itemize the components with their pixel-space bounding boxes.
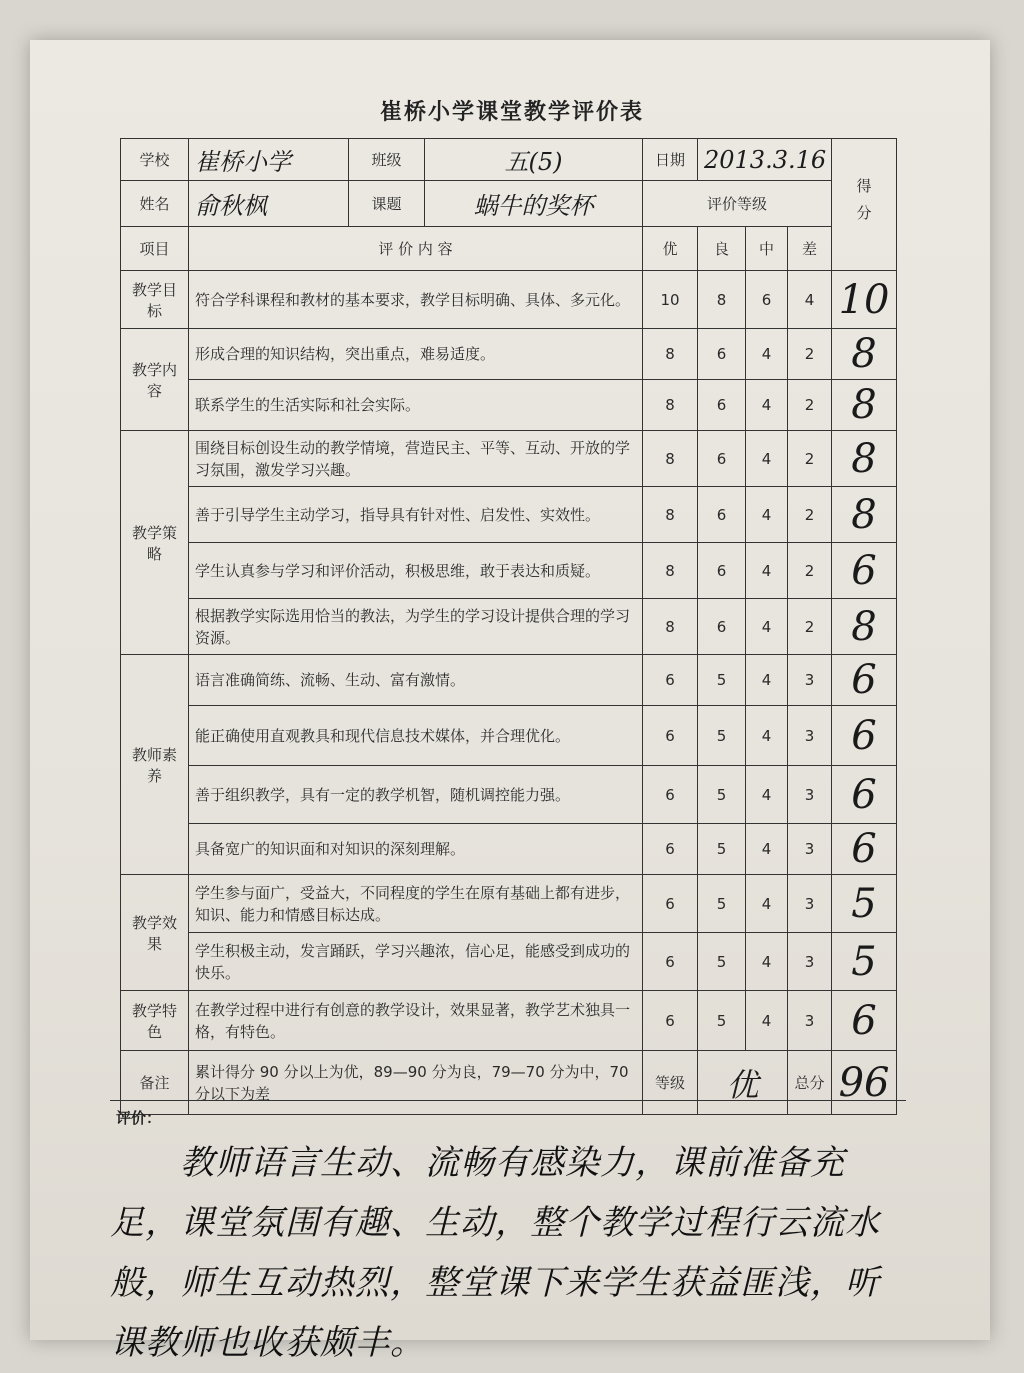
grade-value: 2 (788, 380, 832, 431)
grade-value: 5 (698, 991, 746, 1051)
grade-value: 3 (788, 706, 832, 766)
grade-cha: 差 (788, 227, 832, 271)
grade-value: 5 (698, 706, 746, 766)
criterion-text: 具备宽广的知识面和对知识的深刻理解。 (189, 824, 643, 875)
score-value: 8 (832, 487, 897, 543)
grade-value: 4 (746, 487, 788, 543)
category-cell: 教师素养 (121, 655, 189, 875)
grade-value: 2 (788, 487, 832, 543)
score-value: 6 (832, 543, 897, 599)
score-value: 8 (832, 329, 897, 380)
date-value: 2013.3.16 (698, 139, 832, 181)
score-value: 5 (832, 875, 897, 933)
grade-result: 优 (698, 1051, 788, 1115)
grade-value: 2 (788, 431, 832, 487)
table-row (121, 329, 897, 380)
remarks-label: 备注 (121, 1051, 189, 1115)
name-label: 姓名 (121, 181, 189, 227)
item-label: 项目 (121, 227, 189, 271)
grade-value: 4 (746, 543, 788, 599)
grade-value: 6 (698, 431, 746, 487)
criterion-text: 学生认真参与学习和评价活动，积极思维，敢于表达和质疑。 (189, 543, 643, 599)
grade-value: 6 (698, 380, 746, 431)
grade-value: 8 (643, 431, 698, 487)
criterion-text: 围绕目标创设生动的教学情境，营造民主、平等、互动、开放的学习氛围，激发学习兴趣。 (189, 431, 643, 487)
grade-value: 6 (698, 487, 746, 543)
grade-value: 6 (643, 706, 698, 766)
grade-value: 6 (698, 599, 746, 655)
table-row (121, 271, 897, 329)
table-row (121, 766, 897, 824)
grade-value: 4 (788, 271, 832, 329)
grade-value: 10 (643, 271, 698, 329)
evaluation-label: 评价： (116, 1109, 162, 1127)
criterion-text: 善于引导学生主动学习，指导具有针对性、启发性、实效性。 (189, 487, 643, 543)
grade-value: 8 (698, 271, 746, 329)
category-cell: 教学特色 (121, 991, 189, 1051)
grade-value: 6 (643, 933, 698, 991)
criterion-text: 在教学过程中进行有创意的教学设计，效果显著，教学艺术独具一格，有特色。 (189, 991, 643, 1051)
school-label: 学校 (121, 139, 189, 181)
grade-value: 3 (788, 824, 832, 875)
grade-value: 3 (788, 766, 832, 824)
grade-value: 8 (643, 599, 698, 655)
grade-value: 4 (746, 431, 788, 487)
date-label: 日期 (643, 139, 698, 181)
grade-value: 8 (643, 380, 698, 431)
table-row (121, 380, 897, 431)
score-value: 6 (832, 824, 897, 875)
table-row (121, 487, 897, 543)
grade-you: 优 (643, 227, 698, 271)
grade-value: 6 (643, 766, 698, 824)
evaluation-table (120, 138, 897, 1115)
table-row (121, 431, 897, 487)
table-row (121, 543, 897, 599)
criterion-text: 联系学生的生活实际和社会实际。 (189, 380, 643, 431)
header-row-2 (121, 181, 897, 227)
criterion-text: 学生积极主动，发言踊跃，学习兴趣浓，信心足，能感受到成功的快乐。 (189, 933, 643, 991)
content-label: 评 价 内 容 (189, 227, 643, 271)
score-value: 8 (832, 599, 897, 655)
table-row (121, 933, 897, 991)
grade-value: 8 (643, 329, 698, 380)
grade-value: 5 (698, 933, 746, 991)
grade-value: 4 (746, 824, 788, 875)
level-label: 评价等级 (643, 181, 832, 227)
header-row-3 (121, 227, 897, 271)
grade-value: 2 (788, 599, 832, 655)
total-score: 96 (832, 1051, 897, 1115)
grade-value: 6 (643, 991, 698, 1051)
criterion-text: 形成合理的知识结构，突出重点，难易适度。 (189, 329, 643, 380)
table-row (121, 599, 897, 655)
table-row (121, 991, 897, 1051)
grade-value: 4 (746, 933, 788, 991)
form-title: 崔桥小学课堂教学评价表 (379, 100, 644, 125)
evaluation-comment-box (110, 1100, 906, 1363)
grade-value: 4 (746, 599, 788, 655)
header-row-1 (121, 139, 897, 181)
grade-value: 6 (643, 655, 698, 706)
score-value: 5 (832, 933, 897, 991)
grade-value: 6 (698, 329, 746, 380)
table-row (121, 824, 897, 875)
grade-value: 4 (746, 875, 788, 933)
criterion-text: 符合学科课程和教材的基本要求，教学目标明确、具体、多元化。 (189, 271, 643, 329)
grade-value: 6 (643, 875, 698, 933)
criterion-text: 学生参与面广，受益大，不同程度的学生在原有基础上都有进步，知识、能力和情感目标达成。 (189, 875, 643, 933)
grade-value: 4 (746, 991, 788, 1051)
grade-value: 4 (746, 655, 788, 706)
grade-value: 4 (746, 766, 788, 824)
grade-value: 3 (788, 933, 832, 991)
class-value: 五(5) (425, 139, 643, 181)
grade-value: 8 (643, 543, 698, 599)
grade-value: 8 (643, 487, 698, 543)
grade-value: 3 (788, 875, 832, 933)
name-value: 俞秋枫 (189, 181, 349, 227)
score-value: 8 (832, 380, 897, 431)
remarks-text: 累计得分 90 分以上为优，89—90 分为良，79—70 分为中，70 分以下为差 (189, 1051, 643, 1115)
grade-value: 2 (788, 543, 832, 599)
table-row (121, 655, 897, 706)
grade-value: 6 (698, 543, 746, 599)
grade-value: 4 (746, 706, 788, 766)
grade-value: 4 (746, 329, 788, 380)
score-header: 得分 (832, 139, 897, 271)
total-label: 总分 (788, 1051, 832, 1115)
topic-label: 课题 (349, 181, 425, 227)
class-label: 班级 (349, 139, 425, 181)
criterion-text: 能正确使用直观教具和现代信息技术媒体，并合理优化。 (189, 706, 643, 766)
grade-value: 5 (698, 824, 746, 875)
score-value: 8 (832, 431, 897, 487)
grade-value: 5 (698, 766, 746, 824)
table-row (121, 875, 897, 933)
grade-value: 2 (788, 329, 832, 380)
criterion-text: 善于组织教学，具有一定的教学机智，随机调控能力强。 (189, 766, 643, 824)
grade-value: 6 (746, 271, 788, 329)
grade-value: 5 (698, 875, 746, 933)
grade-value: 4 (746, 380, 788, 431)
criterion-text: 语言准确简练、流畅、生动、富有激情。 (189, 655, 643, 706)
score-value: 6 (832, 991, 897, 1051)
evaluation-comment: 教师语言生动、流畅有感染力，课前准备充足，课堂氛围有趣、生动，整个教学过程行云流水般，师生互动热烈，整堂课下来学生获益匪浅，听课教师也收获颇丰。 (110, 1143, 880, 1363)
score-value: 6 (832, 766, 897, 824)
grade-value: 5 (698, 655, 746, 706)
grade-value: 3 (788, 655, 832, 706)
grade-value: 6 (643, 824, 698, 875)
topic-value: 蜗牛的奖杯 (425, 181, 643, 227)
score-value: 10 (832, 271, 897, 329)
criterion-text: 根据教学实际选用恰当的教法，为学生的学习设计提供合理的学习资源。 (189, 599, 643, 655)
category-cell: 教学目标 (121, 271, 189, 329)
grade-value: 3 (788, 991, 832, 1051)
grade-label: 等级 (643, 1051, 698, 1115)
category-cell: 教学效果 (121, 875, 189, 991)
score-value: 6 (832, 655, 897, 706)
category-cell: 教学策略 (121, 431, 189, 655)
table-row (121, 706, 897, 766)
school-value: 崔桥小学 (189, 139, 349, 181)
score-value: 6 (832, 706, 897, 766)
grade-liang: 良 (698, 227, 746, 271)
category-cell: 教学内容 (121, 329, 189, 431)
grade-zhong: 中 (746, 227, 788, 271)
